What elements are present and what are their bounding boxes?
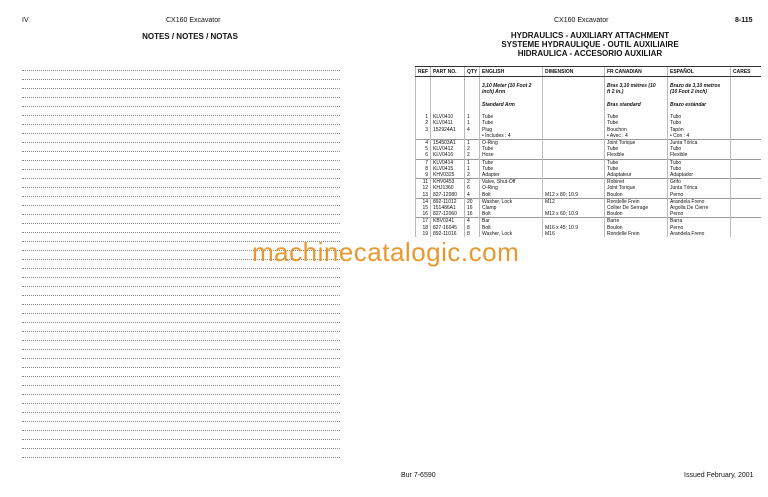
part-no-cell: KLV0415 [431,166,465,172]
note-line [22,115,340,116]
ref-cell: 8 [416,166,431,172]
note-line [22,187,340,188]
qty-cell: 2 [465,172,480,179]
part-no-cell [431,133,465,140]
note-line [22,304,340,305]
note-line [22,169,340,170]
english-cell: Plug [480,127,543,133]
title-line-english: HYDRAULICS - AUXILIARY ATTACHMENT [510,31,670,40]
spanish-cell: Tubo [668,114,731,120]
qty-cell: 1 [465,159,480,166]
english-cell: • Includes : 4 [480,133,543,140]
table-row [416,211,761,218]
qty-cell: 1 [465,114,480,120]
note-line [22,196,340,197]
note-line [22,214,340,215]
ref-cell: 9 [416,172,431,179]
english-cell: Tube [480,146,543,152]
part-no-cell: KLV0412 [431,146,465,152]
qty-cell: 2 [465,146,480,152]
cares-cell [731,139,761,146]
french-cell: Robinet [605,179,668,186]
note-line [22,97,340,98]
french-cell: Tube [605,120,668,126]
note-line [22,160,340,161]
french-cell: Boulon [605,211,668,218]
note-line [22,70,340,71]
cares-cell [731,152,761,159]
french-cell: Bouchon [605,127,668,133]
french-cell: Tube [605,146,668,152]
part-no-cell: KLV0414 [431,159,465,166]
note-line [22,322,340,323]
section-spanish-3: Brazo estándar [668,102,731,108]
spanish-cell: Tubo [668,159,731,166]
qty-cell: 8 [465,231,480,237]
french-cell: Joint Torique [605,185,668,191]
note-line [22,133,340,134]
ref-cell: 15 [416,205,431,211]
section-spanish: Brazo de 3,10 metros [668,83,731,89]
ref-cell: 6 [416,152,431,159]
left-header: CX160 Excavator [166,17,221,24]
english-cell: Clamp [480,205,543,211]
note-line [22,421,340,422]
spanish-cell: Argolla De Cierre [668,205,731,211]
dimension-cell [543,218,605,225]
note-line [22,385,340,386]
english-cell: Washer, Lock [480,198,543,205]
part-no-cell: 892-11012 [431,198,465,205]
part-no-cell: 827-12080 [431,192,465,199]
ref-cell: 4 [416,139,431,146]
ref-cell: 19 [416,231,431,237]
english-cell: Tube [480,120,543,126]
spanish-cell: Arandela Freno [668,198,731,205]
french-cell: Collier De Serrage [605,205,668,211]
part-no-cell: KLV0416 [431,152,465,159]
cares-cell [731,218,761,225]
part-no-cell: KHV0325 [431,172,465,179]
french-cell: Tube [605,159,668,166]
section-row [416,77,761,84]
spanish-cell: Flexible [668,152,731,159]
qty-cell: 2 [465,179,480,186]
cares-cell [731,192,761,199]
ref-cell: 18 [416,225,431,231]
dimension-cell: M12 x 60; 10.9 [543,211,605,218]
english-cell: Hose [480,152,543,159]
note-line [22,88,340,89]
dimension-cell: M16 x 45; 10.9 [543,225,605,231]
table-row [416,172,761,179]
table-row [416,152,761,159]
table-row [416,159,761,166]
ref-cell: 1 [416,114,431,120]
note-line [22,286,340,287]
qty-cell: 8 [465,225,480,231]
note-line [22,403,340,404]
dimension-cell [543,139,605,146]
english-cell: Tube [480,159,543,166]
french-cell: Rondelle Frein [605,198,668,205]
english-cell: Adapter [480,172,543,179]
ref-cell: 3 [416,127,431,133]
note-line [22,142,340,143]
table-row [416,192,761,199]
col-qty: QTY [465,67,480,77]
title-line-french: SYSTEME HYDRAULIQUE - OUTIL AUXILIAIRE [501,40,679,49]
col-ref: REF [416,67,431,77]
ref-cell: 17 [416,218,431,225]
note-line [22,358,340,359]
qty-cell: 1 [465,166,480,172]
right-page-number: 8-115 [735,17,753,24]
col-dimension: DIMENSION [543,67,605,77]
section-french-3: Bras standard [605,102,668,108]
qty-cell: 16 [465,211,480,218]
col-fr-canadian: FR CANADIAN [605,67,668,77]
right-header: CX160 Excavator [554,17,609,24]
footer-issued-date: Issued February, 2001 [684,472,754,479]
french-cell: Joint Torique [605,139,668,146]
table-row [416,218,761,225]
note-line [22,457,340,458]
part-no-cell: 152924A1 [431,127,465,133]
section-title [480,31,700,58]
cares-cell [731,179,761,186]
french-cell: Boulon [605,192,668,199]
english-cell: Tube [480,166,543,172]
ref-cell: 7 [416,159,431,166]
qty-cell: 4 [465,218,480,225]
section-french: Bras 3,10 mètres (10 [605,83,668,89]
spanish-cell: Grifo [668,179,731,186]
spanish-cell: Tubo [668,120,731,126]
qty-cell: 4 [465,127,480,133]
note-line [22,430,340,431]
note-line [22,205,340,206]
dimension-cell [543,133,605,140]
section-spanish-2: (10 Foot 2 inch) [668,89,731,95]
ref-cell: 2 [416,120,431,126]
ref-cell: 11 [416,179,431,186]
part-no-cell: 151486A1 [431,205,465,211]
french-cell: Boulon [605,225,668,231]
french-cell: Adaptateur [605,172,668,179]
cares-cell [731,198,761,205]
note-line [22,223,340,224]
dimension-cell [543,179,605,186]
qty-cell: 1 [465,139,480,146]
english-cell: Bolt [480,211,543,218]
spanish-cell: Tubo [668,166,731,172]
part-no-cell: 892-11016 [431,231,465,237]
table-row [416,139,761,146]
title-line-spanish: HIDRAULICA - ACCESORIO AUXILIAR [517,49,663,58]
watermark: machinecatalogic.com [252,237,520,267]
cares-cell [731,231,761,237]
dimension-cell [543,172,605,179]
qty-cell: 6 [465,185,480,191]
ref-cell: 14 [416,198,431,205]
table-header-row [416,67,761,77]
spanish-cell: • Con : 4 [668,133,731,140]
english-cell: Bar [480,218,543,225]
spanish-cell: Tapón [668,127,731,133]
note-line [22,232,340,233]
section-english-2: inch) Arm [480,89,543,95]
french-cell: Tube [605,114,668,120]
qty-cell: 2 [465,152,480,159]
note-line [22,448,340,449]
dimension-cell [543,152,605,159]
note-line [22,439,340,440]
section-english-3: Standard Arm [480,102,543,108]
english-cell: Bolt [480,192,543,199]
french-cell: • Avec : 4 [605,133,668,140]
ref-cell: 12 [416,185,431,191]
english-cell: O-Ring [480,185,543,191]
note-line [22,367,340,368]
spanish-cell: Arandela Freno [668,231,731,237]
note-line [22,349,340,350]
part-no-cell: KBV0241 [431,218,465,225]
spanish-cell: Adaptador [668,172,731,179]
note-line [22,124,340,125]
note-line [22,151,340,152]
note-line [22,178,340,179]
english-cell: Tube [480,114,543,120]
dimension-cell [543,159,605,166]
spanish-cell: Junta Tórica [668,185,731,191]
cares-cell [731,211,761,218]
qty-cell: 20 [465,198,480,205]
dimension-cell: M12 [543,198,605,205]
english-cell: Bolt [480,225,543,231]
cares-cell [731,159,761,166]
parts-table [415,66,761,237]
spanish-cell: Perno [668,211,731,218]
spanish-cell: Tubo [668,146,731,152]
ref-cell [416,133,431,140]
ref-cell: 5 [416,146,431,152]
note-line [22,340,340,341]
section-french-2: ft 2 in.) [605,89,668,95]
dimension-cell: M12 x 80; 10.9 [543,192,605,199]
note-line [22,313,340,314]
qty-cell: 16 [465,205,480,211]
spanish-cell: Perno [668,192,731,199]
french-cell: Flexible [605,152,668,159]
part-no-cell: 827-12060 [431,211,465,218]
col-part-no: PART NO. [431,67,465,77]
spanish-cell: Perno [668,225,731,231]
note-line [22,277,340,278]
left-page-number: IV [22,17,29,24]
part-no-cell: 827-16045 [431,225,465,231]
part-no-cell: KLV0410 [431,114,465,120]
spanish-cell: Junta Tórica [668,139,731,146]
table-row [416,179,761,186]
french-cell: Rondelle Frein [605,231,668,237]
qty-cell [465,133,480,140]
french-cell: Tube [605,166,668,172]
spanish-cell: Barra [668,218,731,225]
note-line [22,79,340,80]
cares-cell [731,133,761,140]
part-no-cell: KHJ1360 [431,185,465,191]
col-english: ENGLISH [480,67,543,77]
ref-cell: 16 [416,211,431,218]
col-cares: CARES [731,67,761,77]
note-line [22,412,340,413]
english-cell: Washer, Lock [480,231,543,237]
french-cell: Barre [605,218,668,225]
note-line [22,106,340,107]
notes-title: NOTES / NOTES / NOTAS [142,32,238,41]
part-no-cell: KHV0453 [431,179,465,186]
note-line [22,376,340,377]
dimension-cell: M16 [543,231,605,237]
english-cell: Valve, Shut-Off [480,179,543,186]
part-no-cell: 154503A1 [431,139,465,146]
table-row [416,133,761,140]
part-no-cell: KLV0411 [431,120,465,126]
table-row [416,198,761,205]
english-cell: O-Ring [480,139,543,146]
qty-cell: 1 [465,120,480,126]
col-espanol: ESPAÑOL [668,67,731,77]
cares-cell [731,172,761,179]
note-line [22,268,340,269]
qty-cell: 4 [465,192,480,199]
section-english: 3,10 Meter (10 Foot 2 [480,83,543,89]
note-line [22,394,340,395]
note-line [22,295,340,296]
ref-cell: 13 [416,192,431,199]
note-line [22,331,340,332]
footer-bur-number: Bur 7-6590 [401,472,436,479]
